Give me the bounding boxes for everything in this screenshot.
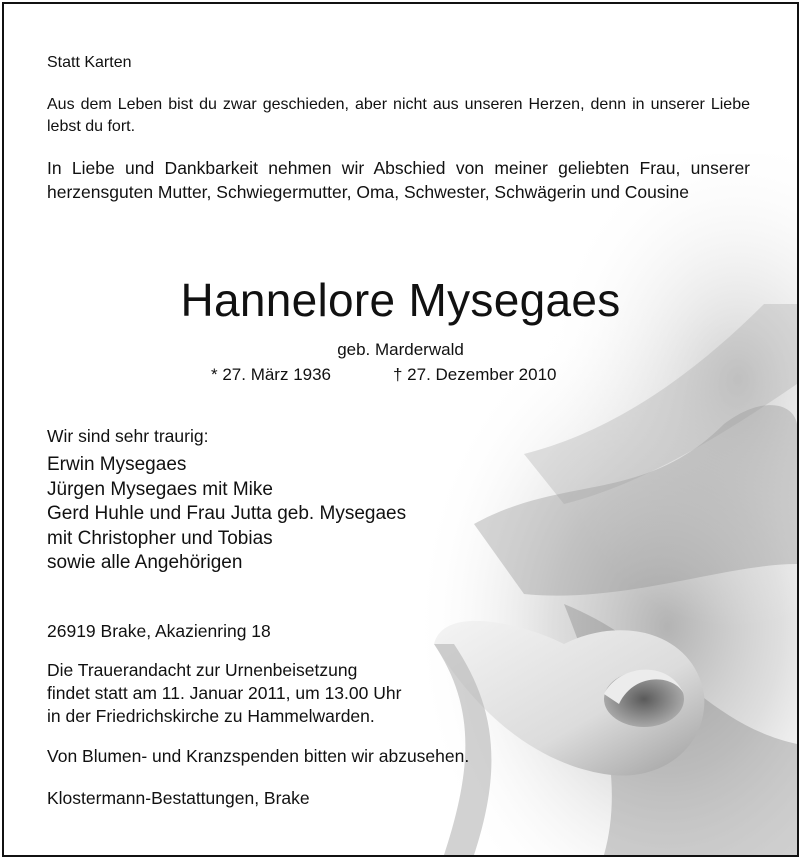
maiden-name: geb. Marderwald — [337, 340, 464, 359]
mourners-intro: Wir sind sehr traurig: — [47, 426, 209, 446]
mourner-line: Jürgen Mysegaes mit Mike — [47, 478, 273, 500]
deceased-name: Hannelore Mysegaes — [180, 274, 621, 326]
mourner-line: Gerd Huhle und Frau Jutta geb. Mysegaes — [47, 503, 407, 524]
mourner-line: sowie alle Angehörigen — [47, 552, 243, 573]
mourner-line: mit Christopher und Tobias — [47, 527, 273, 549]
memorial-quote: Aus dem Leben bist du zwar geschieden, aber nicht aus unseren Herzen, denn in unserer Liebe lebst du fort. — [47, 96, 750, 135]
service-line: findet statt am 11. Januar 2011, um 13.00 Uhr — [47, 683, 402, 703]
header-statt-karten: Statt Karten — [47, 54, 132, 71]
birth-date: * 27. März 1936 — [211, 365, 332, 384]
family-address: 26919 Brake, Akazienring 18 — [47, 621, 271, 641]
farewell-intro: In Liebe und Dankbarkeit nehmen wir Abschied von meiner geliebten Frau, unserer herzensguten Mutter, Schwiegermutter, Oma, Schwester, Schwägerin und Cousine — [47, 158, 750, 202]
flowers-note: Von Blumen- und Kranzspenden bitten wir abzusehen. — [47, 746, 470, 766]
death-date: † 27. Dezember 2010 — [393, 365, 557, 384]
mourners-list — [47, 453, 406, 576]
obituary-notice — [2, 2, 799, 857]
service-line: Die Trauerandacht zur Urnenbeisetzung — [47, 660, 358, 680]
service-line: in der Friedrichskirche zu Hammelwarden. — [47, 706, 375, 726]
service-details — [47, 659, 401, 728]
funeral-home: Klostermann-Bestattungen, Brake — [47, 788, 310, 808]
mourner-line: Erwin Mysegaes — [47, 454, 187, 475]
